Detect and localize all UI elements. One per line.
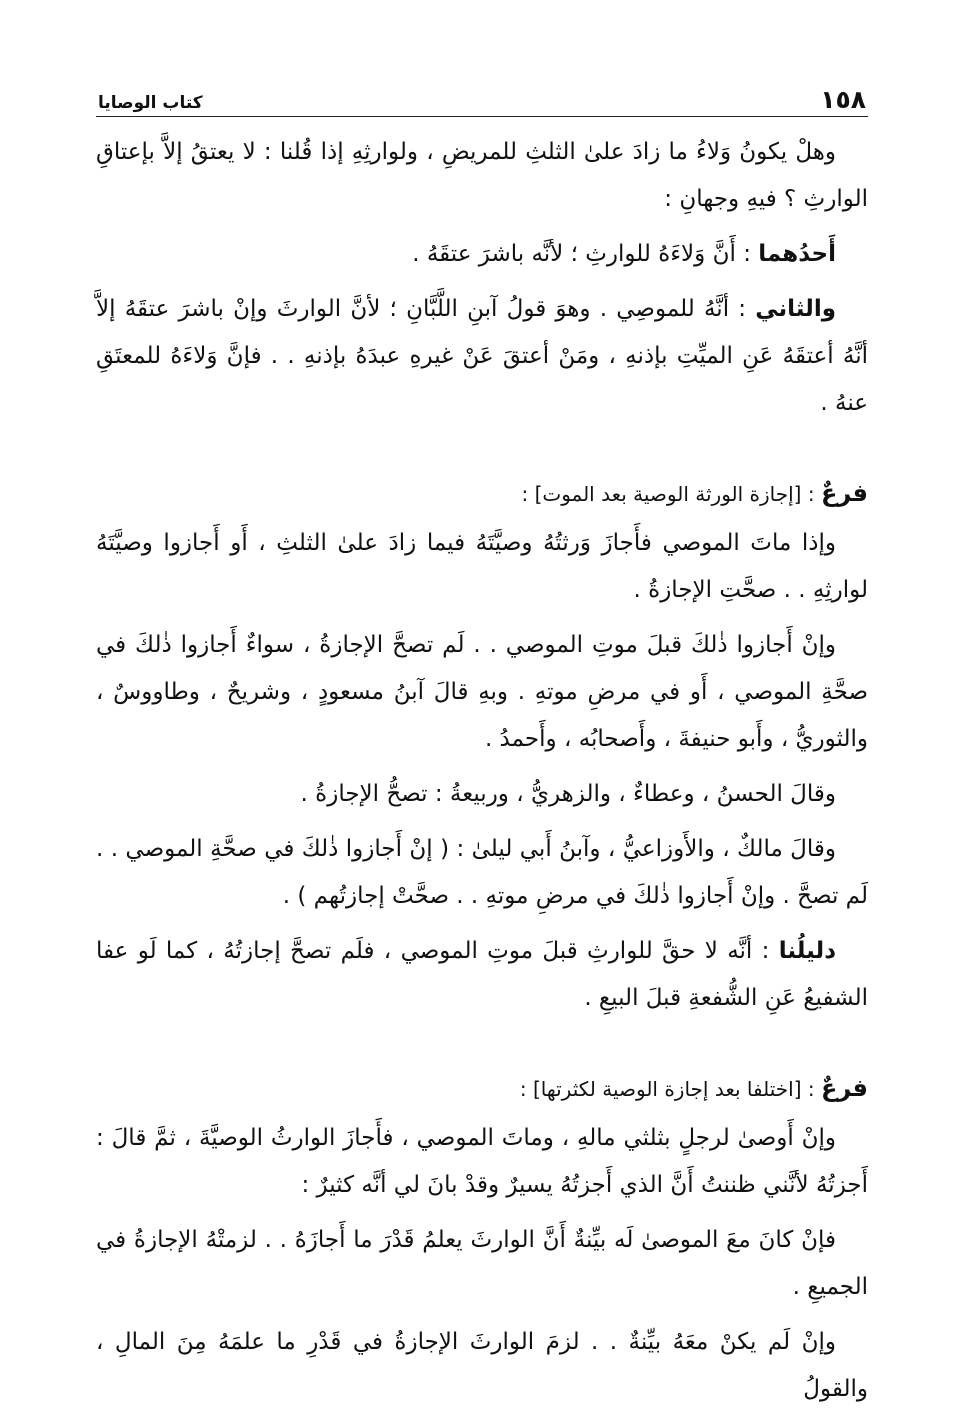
paragraph-text: : أنَّهُ للموصِي . وهوَ قولُ آبنِ اللَّبَّانِ ؛ لأنَّ الوارثَ وإنْ باشرَ عتقَهُ إلاَّ أنَّهُ أعتقَهُ عَنِ الميِّتِ بإذنهِ ، ومَنْ أعتقَ عَنْ غيرهِ عبدَهُ بإذنهِ . . فإنَّ وَلاءَهُ للمعتَقِ عنهُ . — [96, 296, 868, 416]
paragraph-text: وإنْ أَوصىٰ لرجلٍ بثلثي مالهِ ، وماتَ الموصي ، فأَجازَ الوارثُ الوصيَّةَ ، ثمَّ قالَ : أَجزتُهُ لأنَّني ظننتُ أَنَّ الذي أَجزتُهُ يسيرٌ وقدْ بانَ لي أنَّه كثيرٌ : — [96, 1125, 868, 1198]
paragraph — [96, 826, 868, 920]
branch-label: فرعٌ — [820, 479, 868, 507]
page-number: ١٥٨ — [820, 85, 866, 114]
paragraph — [96, 231, 868, 278]
paragraph-text: وقالَ الحسنُ ، وعطاءٌ ، والزهريُّ ، وربيعةُ : تصحُّ الإجازةُ . — [300, 781, 836, 807]
paragraph — [96, 129, 868, 223]
paragraph — [96, 1115, 868, 1209]
paragraph-lead: أَحدُهما — [758, 241, 836, 267]
paragraph — [96, 286, 868, 427]
branch-heading — [96, 471, 868, 516]
paragraph-lead: والثاني — [755, 296, 836, 322]
book-title: كتاب الوصايا — [98, 93, 203, 113]
paragraph — [96, 1319, 868, 1413]
book-page — [96, 78, 868, 1421]
paragraph-text: وهلْ يكونُ وَلاءُ ما زادَ علىٰ الثلثِ للمريضِ ، ولوارثِهِ إذا قُلنا : لا يعتقُ إلاَّ بإعتاقِ الوارثِ ؟ فيهِ وجهانِ : — [96, 139, 868, 212]
branch-title: : [اختلفا بعد إجازة الوصية لكثرتها] : — [519, 1077, 821, 1101]
paragraph-text: وقالَ مالكٌ ، والأَوزاعيُّ ، وآبنُ أَبي ليلىٰ : ( إنْ أَجازوا ذٰلكَ في صحَّةِ الموصي . . لَم تصحَّ . وإنْ أَجازوا ذٰلكَ في مرضِ موتهِ . . صحَّتْ إجازتُهم ) . — [96, 836, 868, 909]
paragraph-text: فإنْ كانَ معَ الموصىٰ لَه بيِّنةٌ أَنَّ الوارثَ يعلمُ قَدْرَ ما أَجازَهُ . . لزمتْهُ الإجازةُ في الجميعِ . — [96, 1227, 868, 1300]
paragraph-lead: دليلُنا — [778, 938, 836, 964]
page-header — [96, 78, 868, 117]
paragraph-text: : أنَّه لا حقَّ للوارثِ قبلَ موتِ الموصي ، فلَم تصحَّ إجازتُهُ ، كما لَو عفا الشفيعُ عَنِ الشُّفعةِ قبلَ البيعِ . — [96, 938, 868, 1011]
branch-heading — [96, 1066, 868, 1111]
paragraph-text: : أَنَّ وَلاءَهُ للوارثِ ؛ لأنَّه باشرَ عتقَهُ . — [412, 241, 759, 267]
paragraph-text: وإنْ لَم يكنْ معَهُ بيِّنةٌ . . لزمَ الوارثَ الإجازةُ في قَدْرِ ما علمَهُ مِنَ المالِ ، والقولُ — [96, 1329, 868, 1402]
page-content — [96, 129, 868, 1413]
paragraph — [96, 1217, 868, 1311]
paragraph — [96, 622, 868, 763]
paragraph — [96, 771, 868, 818]
paragraph — [96, 928, 868, 1022]
paragraph — [96, 520, 868, 614]
branch-title: : [إجازة الورثة الوصية بعد الموت] : — [521, 482, 821, 506]
paragraph-text: وإنْ أَجازوا ذٰلكَ قبلَ موتِ الموصي . . لَم تصحَّ الإجازةُ ، سواءٌ أَجازوا ذٰلكَ في صحَّةِ الموصي ، أَو في مرضِ موتهِ . وبهِ قالَ آبنُ مسعودٍ ، وشريحٌ ، وطاووسٌ ، والثوريُّ ، وأَبو حنيفةَ ، وأَصحابُه ، وأَحمدُ . — [96, 632, 868, 752]
paragraph-text: وإذا ماتَ الموصي فأَجازَ وَرثتُهُ وصيَّتَهُ فيما زادَ علىٰ الثلثِ ، أَو أَجازوا وصيَّتَهُ لوارثِهِ . . صحَّتِ الإجازةُ . — [96, 530, 868, 603]
branch-label: فرعٌ — [820, 1074, 868, 1102]
